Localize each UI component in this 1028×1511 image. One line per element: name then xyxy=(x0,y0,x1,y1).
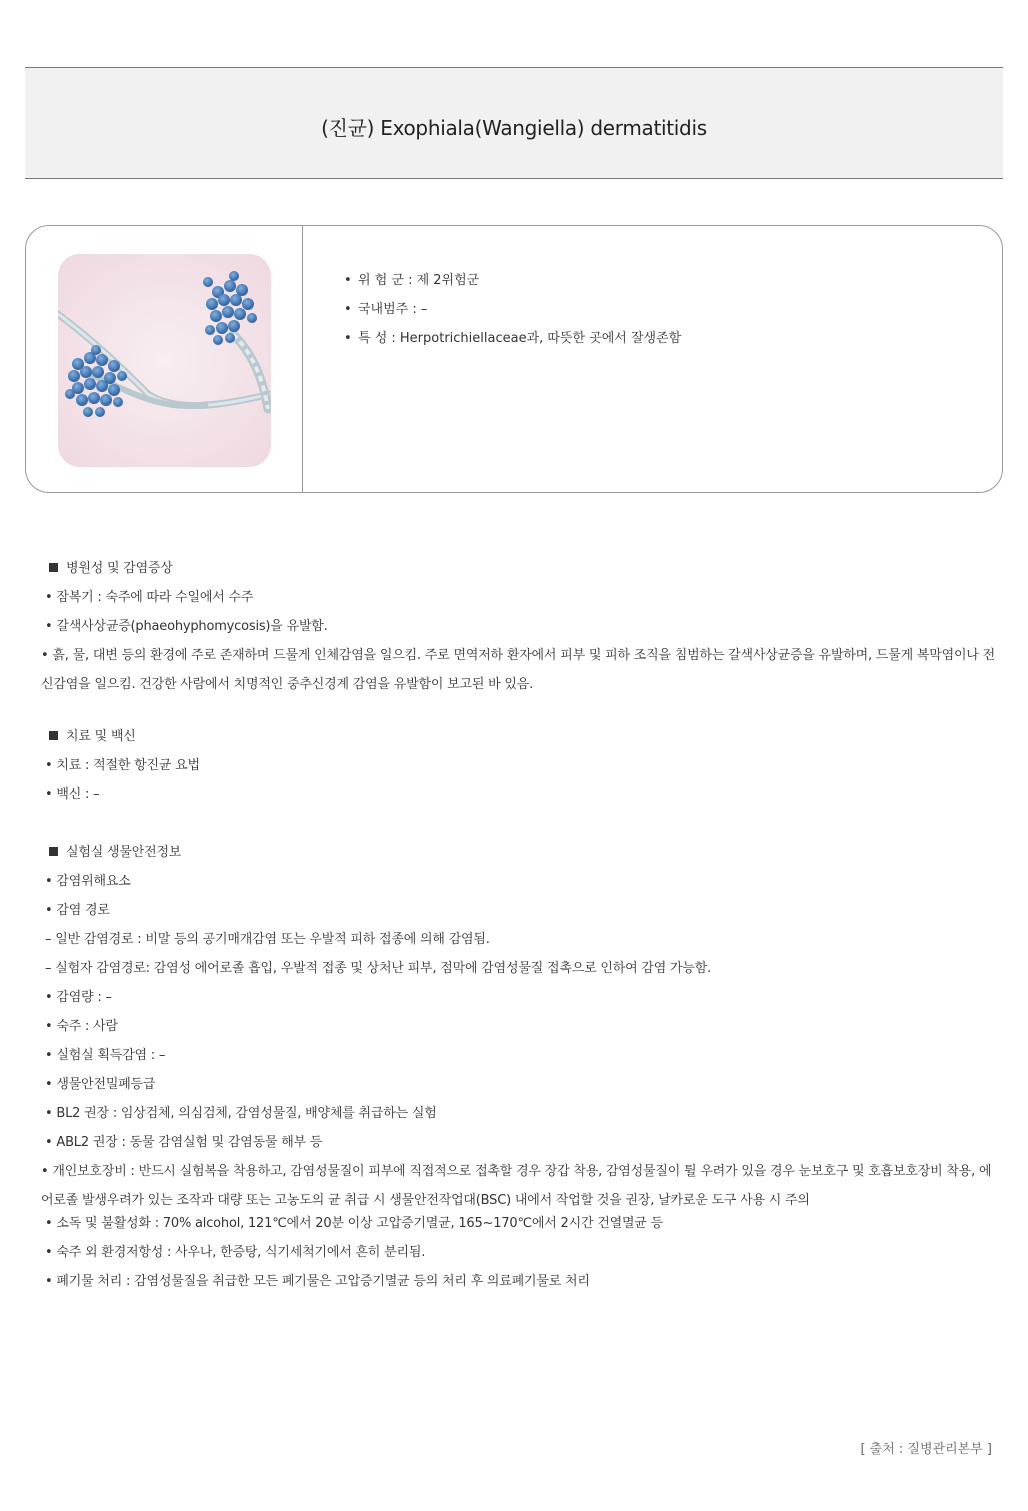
heading-text: 병원성 및 감염증상 xyxy=(66,561,173,576)
content-body xyxy=(41,560,995,1302)
summary-text: 국내범주 : – xyxy=(358,302,428,317)
section-heading-pathogenicity xyxy=(45,560,995,589)
heading-text: 실험실 생물안전정보 xyxy=(66,845,182,860)
list-item: – 실험자 감염경로: 감염성 에어로졸 흡입, 우발적 접종 및 상처난 피부, 점막에 감염성물질 접촉으로 인하여 감염 가능함. xyxy=(45,961,712,976)
list-item: • 잠복기 : 숙주에 따라 수일에서 수주 xyxy=(45,590,254,605)
summary-item-characteristics xyxy=(344,331,681,360)
summary-item-domestic-category xyxy=(344,302,681,331)
list-item: • 감염량 : – xyxy=(45,990,112,1005)
list-item: • ABL2 권장 : 동물 감염실험 및 감염동물 해부 등 xyxy=(45,1135,323,1150)
info-card xyxy=(25,225,1003,493)
list-item: • 개인보호장비 : 반드시 실험복을 착용하고, 감염성물질이 피부에 직접적으로 접촉할 경우 장갑 착용, 감염성물질이 튈 우려가 있을 경우 눈보호구 및 호흡보호장비 착용, 에어로졸 발생우려가 있는 조작과 대량 또는 고농도의 균 취급 시 생물안전작업대(BSC) 내에서 작업할 것을 권장, 날카로운 도구 사용 시 주의 xyxy=(41,1164,992,1208)
list-item: – 일반 감염경로 : 비말 등의 공기매개감염 또는 우발적 피하 접종에 의해 감염됨. xyxy=(45,932,490,947)
list-item: • 백신 : – xyxy=(45,787,100,802)
list-item: • 폐기물 처리 : 감염성물질을 취급한 모든 폐기물은 고압증기멸균 등의 처리 후 의료폐기물로 처리 xyxy=(45,1274,590,1289)
spacer xyxy=(45,815,995,844)
micrograph-image xyxy=(58,254,271,467)
spacer xyxy=(45,699,995,728)
list-item: • 생물안전밀폐등급 xyxy=(45,1077,156,1092)
list-item: • 치료 : 적절한 항진균 요법 xyxy=(45,758,200,773)
list-item: • 갈색사상균증(phaeohyphomycosis)을 유발함. xyxy=(45,619,328,634)
summary-text: 특 성 : Herpotrichiellaceae과, 따뜻한 곳에서 잘생존함 xyxy=(358,331,682,346)
list-item: • 감염 경로 xyxy=(45,903,110,918)
list-item: • 숙주 외 환경저항성 : 사우나, 한증탕, 식기세척기에서 흔히 분리됨. xyxy=(45,1245,426,1260)
title-band xyxy=(25,67,1003,179)
bullet-icon: • xyxy=(344,302,352,317)
summary-item-risk-group xyxy=(344,273,681,302)
page-title: (진균) Exophiala(Wangiella) dermatitidis xyxy=(321,116,707,140)
list-item: • 소독 및 불활성화 : 70% alcohol, 121℃에서 20분 이상 고압증기멸균, 165~170℃에서 2시간 건열멸균 등 xyxy=(45,1216,663,1231)
square-bullet-icon xyxy=(49,731,58,740)
section-heading-biosafety xyxy=(45,844,995,873)
list-item: • 감염위해요소 xyxy=(45,874,131,889)
heading-text: 치료 및 백신 xyxy=(66,729,136,744)
card-divider xyxy=(302,226,303,492)
summary-text: 위 험 군 : 제 2위험군 xyxy=(358,273,480,288)
section-heading-treatment xyxy=(45,728,995,757)
fungus-micrograph-illustration xyxy=(58,254,271,467)
square-bullet-icon xyxy=(49,847,58,856)
list-item: • BL2 권장 : 임상검체, 의심검체, 감염성물질, 배양체를 취급하는 실험 xyxy=(45,1106,437,1121)
list-item: • 실험실 획득감염 : – xyxy=(45,1048,166,1063)
bullet-icon: • xyxy=(344,331,352,346)
square-bullet-icon xyxy=(49,563,58,572)
summary-list xyxy=(344,273,681,360)
list-item: • 숙주 : 사람 xyxy=(45,1019,118,1034)
bullet-icon: • xyxy=(344,273,352,288)
source-credit: [ 출처 : 질병관리본부 ] xyxy=(860,1442,992,1457)
list-item: • 흙, 물, 대변 등의 환경에 주로 존재하며 드물게 인체감염을 일으킴. 주로 면역저하 환자에서 피부 및 피하 조직을 침범하는 갈색사상균증을 유발하며, 드물게 복막염이나 전신감염을 일으킴. 건강한 사람에서 치명적인 중추신경계 감염을 유발함이 보고된 바 있음. xyxy=(41,648,995,692)
